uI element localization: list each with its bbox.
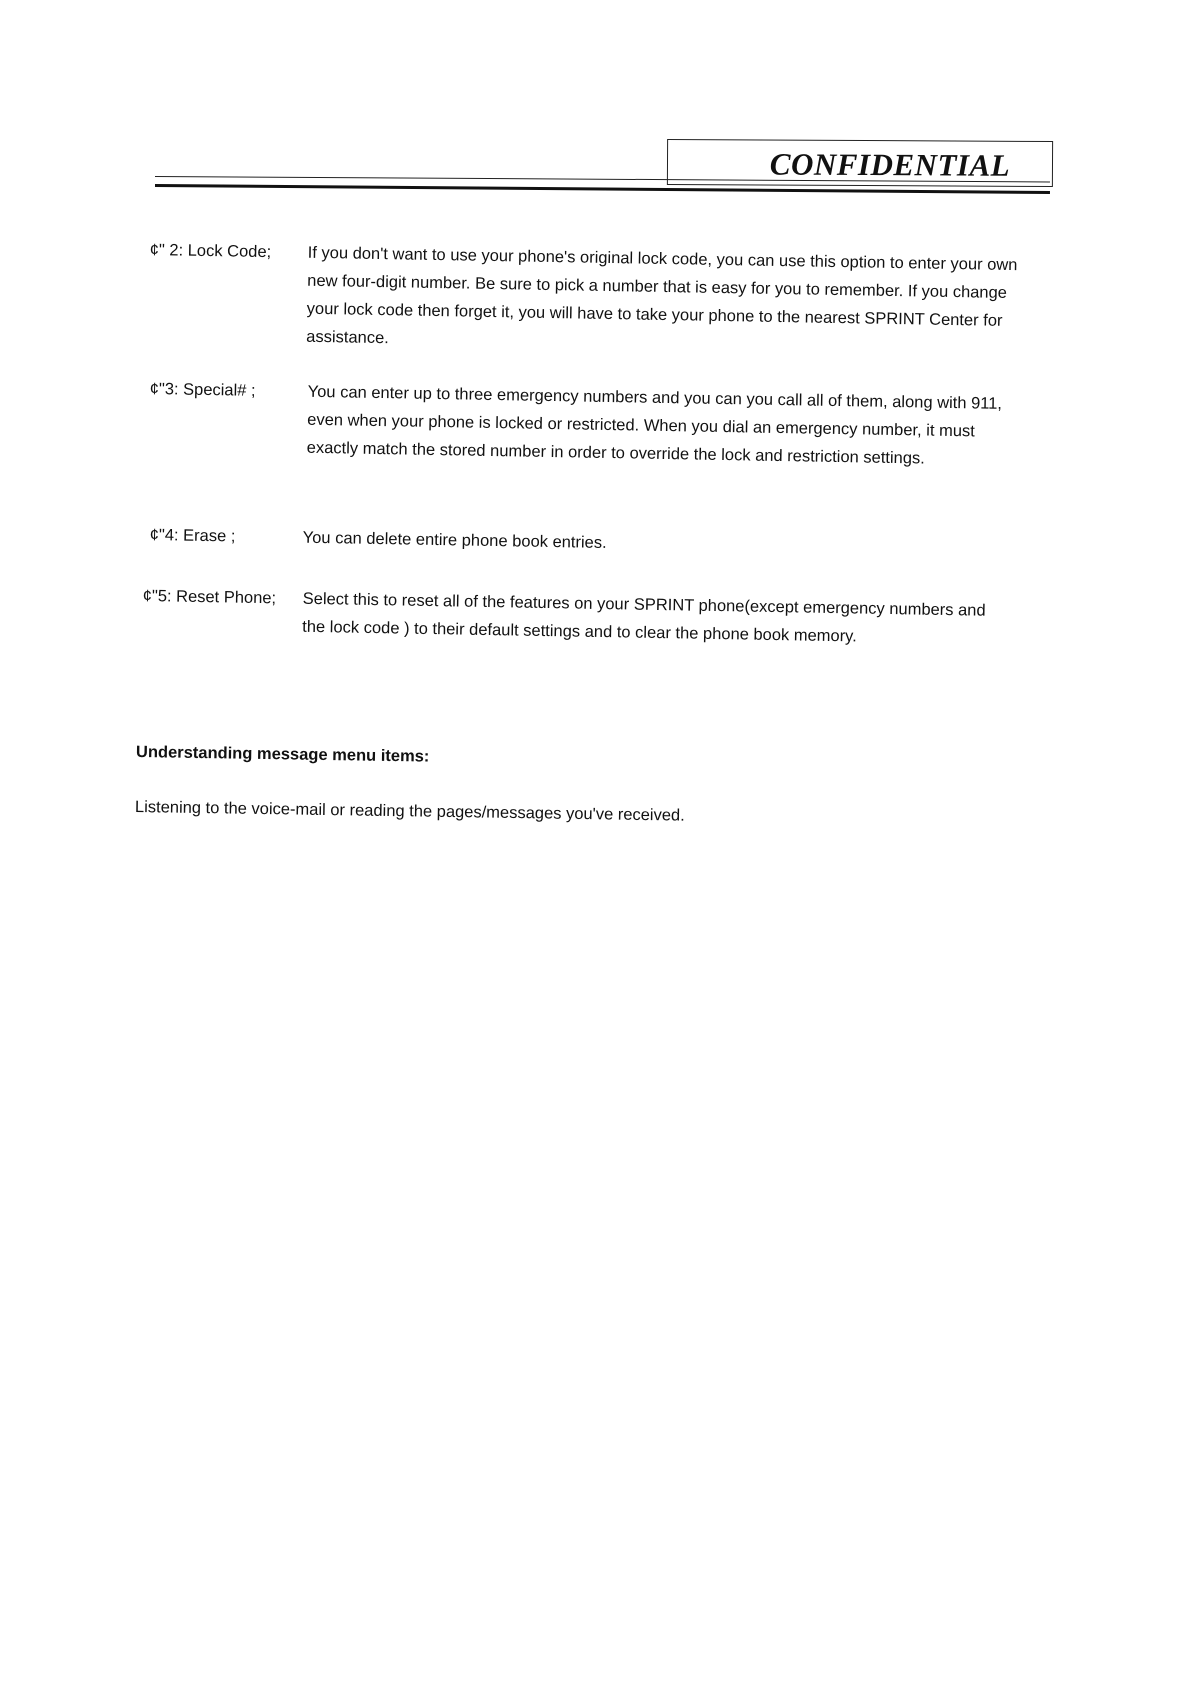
menu-item-reset-phone xyxy=(142,582,1013,653)
menu-item-description: If you don't want to use your phone's original lock code, you can use this option to enter your own new four-digit number. Be sure to pick a number that is easy for you to remember. If you change your lock code then forget it, you will have to take your phone to the nearest SPRINT Center for assistance. xyxy=(306,243,1018,348)
menu-item-description: Select this to reset all of the features on your SPRINT phone(except emergency numbers and the lock code ) to their default settings and to clear the phone book memory. xyxy=(302,589,986,646)
menu-item-lock-code xyxy=(148,236,1030,363)
menu-item-description: You can delete entire phone book entries. xyxy=(302,528,607,552)
confidential-stamp xyxy=(667,139,1053,187)
menu-item-label: ¢"5: Reset Phone; xyxy=(142,586,277,608)
menu-item-label: ¢"3: Special# ; xyxy=(149,379,256,400)
menu-item-label: ¢" 2: Lock Code; xyxy=(149,240,272,262)
section-paragraph: Listening to the voice-mail or reading the pages/messages you've received. xyxy=(134,798,685,825)
menu-item-special xyxy=(149,375,1008,474)
section-heading: Understanding message menu items: xyxy=(135,743,430,766)
menu-item-label: ¢"4: Erase ; xyxy=(149,525,236,546)
menu-item-erase xyxy=(150,521,1030,564)
confidential-label: CONFIDENTIAL xyxy=(769,146,1011,183)
menu-item-description: You can enter up to three emergency numbers and you can you call all of them, along with 911, even when your phone is locked or restricted. When you dial an emergency number, it must exactly match the stored number in order to override the lock and restriction settings. xyxy=(306,382,1003,468)
